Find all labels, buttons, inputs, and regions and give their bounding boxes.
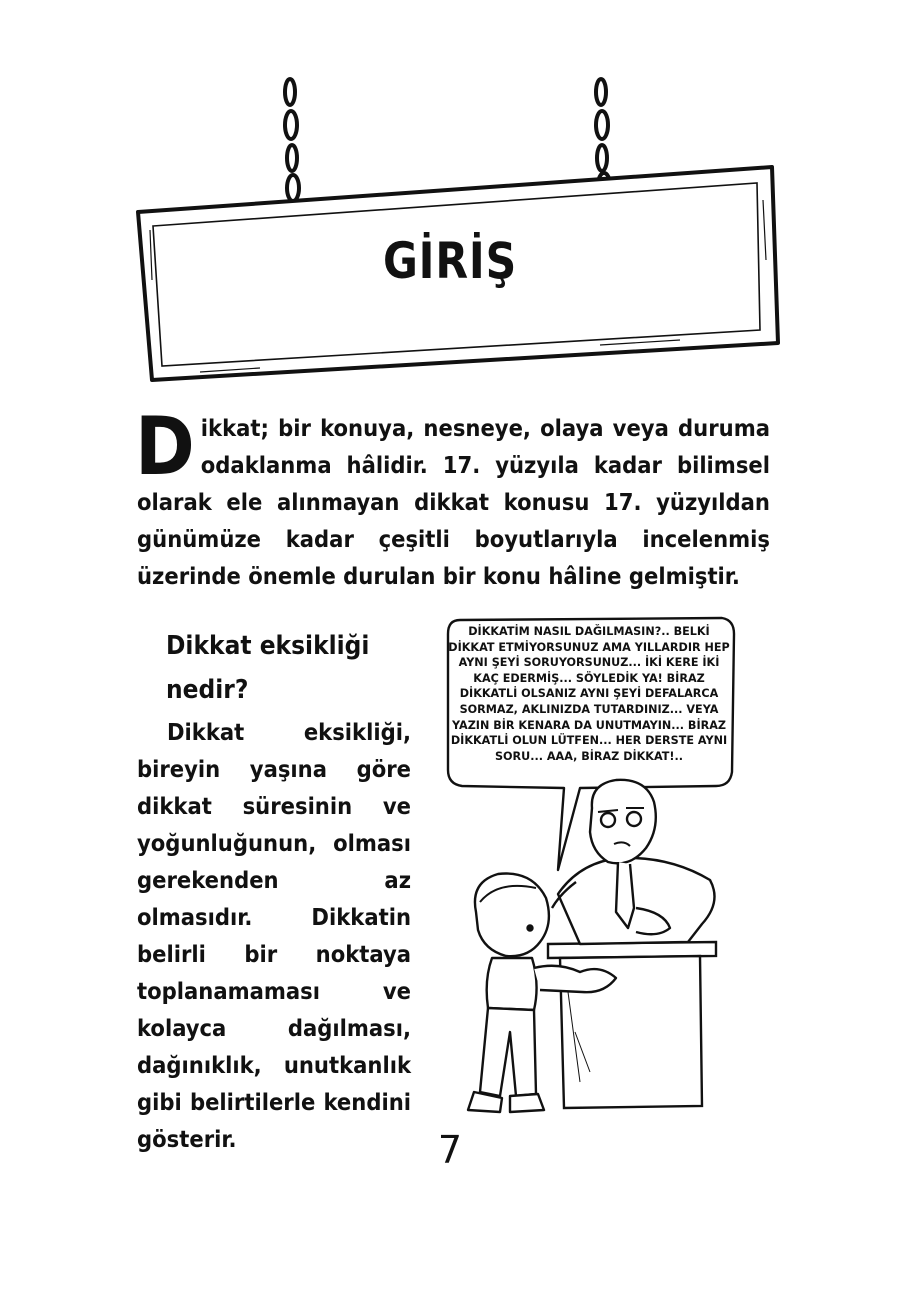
desk-illustration xyxy=(548,942,716,1108)
intro-text: ikkat; bir konuya, nesneye, olaya veya duruma odaklanma hâlidir. 17. yüzyıla kadar bilimsel olarak ele alınmayan dikkat konusu 17. yüzyıldan günümüze kadar çeşitli boyutlarıyla incelenmiş üzerinde önemle durulan bir konu hâline gelmiştir. xyxy=(137,414,770,590)
hanging-chain-icon xyxy=(285,79,299,215)
hanging-sign xyxy=(0,0,900,400)
section-text: Dikkat eksikliği, bireyin yaşına göre dikkat süresinin ve yoğunluğunun, olması gerekenden az olmasıdır. Dikkatin belirli bir noktaya toplanamaması ve kolayca dağılması, dağınıklık, unutkanlık gibi belirtilerle kendini gösterir. xyxy=(137,718,411,1153)
page-number: 7 xyxy=(437,1128,463,1172)
speech-bubble-text: DİKKATİM NASIL DAĞILMASIN?.. BELKİ DİKKAT ETMİYORSUNUZ AMA YILLARDIR HEP AYNI ŞEYİ SORUYORSUNUZ... İKİ KERE İKİ KAÇ EDERMİŞ... SÖYLEDİK YA! BİRAZ DİKKATLİ OLSANIZ AYNI ŞEYİ DEFALARCA SORMAZ, AKLINIZDA TUTARDINIZ... VEYA YAZIN BİR KENARA DA UNUTMAYIN... BİRAZ DİKKATLİ OLUN LÜTFEN... HER DERSTE AYNI SORU... AAA, BİRAZ DİKKAT!.. xyxy=(448,625,730,763)
page-title: GİRİŞ xyxy=(382,232,518,290)
drop-cap: D xyxy=(135,400,195,493)
section-heading: Dikkat eksikliği nedir? xyxy=(166,631,370,705)
section-paragraph xyxy=(137,714,411,1158)
intro-paragraph xyxy=(135,400,770,595)
